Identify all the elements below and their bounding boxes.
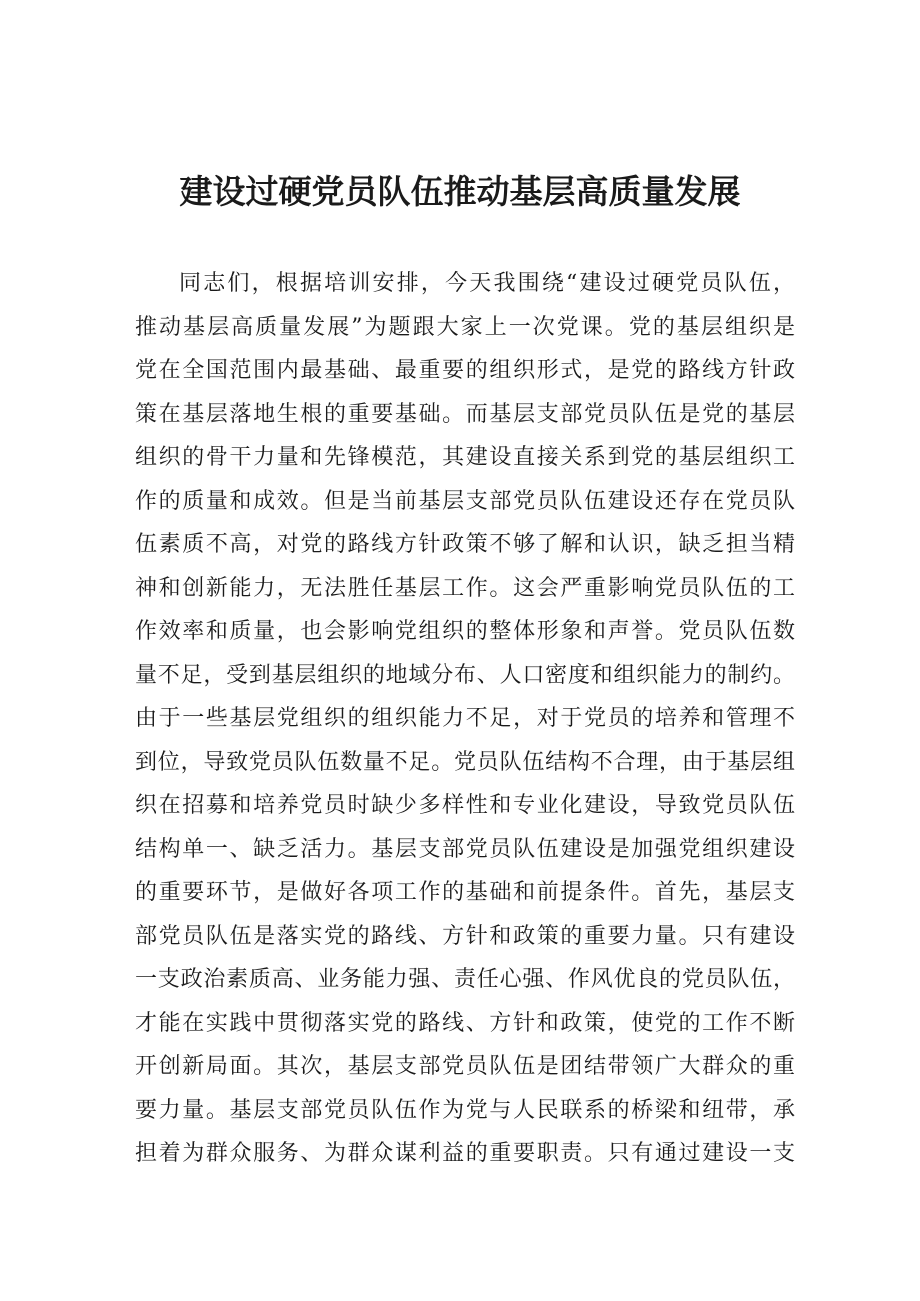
body-line: 织在招募和培养党员时缺少多样性和专业化建设，导致党员队伍 [135,793,795,818]
body-line: 担着为群众服务、为群众谋利益的重要职责。只有通过建设一支 [135,1141,795,1166]
document-body [135,262,795,1176]
body-line: 同志们，根据培训安排，今天我围绕“建设过硬党员队伍， [179,271,795,296]
body-line: 伍素质不高，对党的路线方针政策不够了解和认识，缺乏担当精 [135,532,795,557]
body-line: 部党员队伍是落实党的路线、方针和政策的重要力量。只有建设 [135,923,795,949]
body-line: 结构单一、缺乏活力。基层支部党员队伍建设是加强党组织建设 [135,836,795,862]
body-line: 开创新局面。其次，基层支部党员队伍是团结带领广大群众的重 [135,1054,795,1079]
body-line: 作效率和质量，也会影响党组织的整体形象和声誉。党员队伍数 [135,619,795,644]
body-line: 到位，导致党员队伍数量不足。党员队伍结构不合理，由于基层组 [135,749,795,775]
body-line: 要力量。基层支部党员队伍作为党与人民联系的桥梁和纽带，承 [135,1097,795,1123]
body-line: 作的质量和成效。但是当前基层支部党员队伍建设还存在党员队 [135,488,795,514]
body-line: 由于一些基层党组织的组织能力不足，对于党员的培养和管理不 [135,706,795,731]
body-line: 神和创新能力，无法胜任基层工作。这会严重影响党员队伍的工 [135,575,795,601]
body-line: 推动基层高质量发展”为题跟大家上一次党课。党的基层组织是 [135,314,795,340]
body-line: 组织的骨干力量和先锋模范，其建设直接关系到党的基层组织工 [135,445,795,470]
body-line: 党在全国范围内最基础、最重要的组织形式，是党的路线方针政 [135,358,795,383]
document-title: 建设过硬党员队伍推动基层高质量发展 [179,172,741,211]
body-line: 策在基层落地生根的重要基础。而基层支部党员队伍是党的基层 [135,401,795,427]
body-line: 的重要环节，是做好各项工作的基础和前提条件。首先，基层支 [135,880,795,905]
body-line: 一支政治素质高、业务能力强、责任心强、作风优良的党员队伍， [135,967,795,992]
body-line: 量不足，受到基层组织的地域分布、人口密度和组织能力的制约。 [135,662,795,688]
body-line: 才能在实践中贯彻落实党的路线、方针和政策，使党的工作不断 [135,1010,795,1036]
